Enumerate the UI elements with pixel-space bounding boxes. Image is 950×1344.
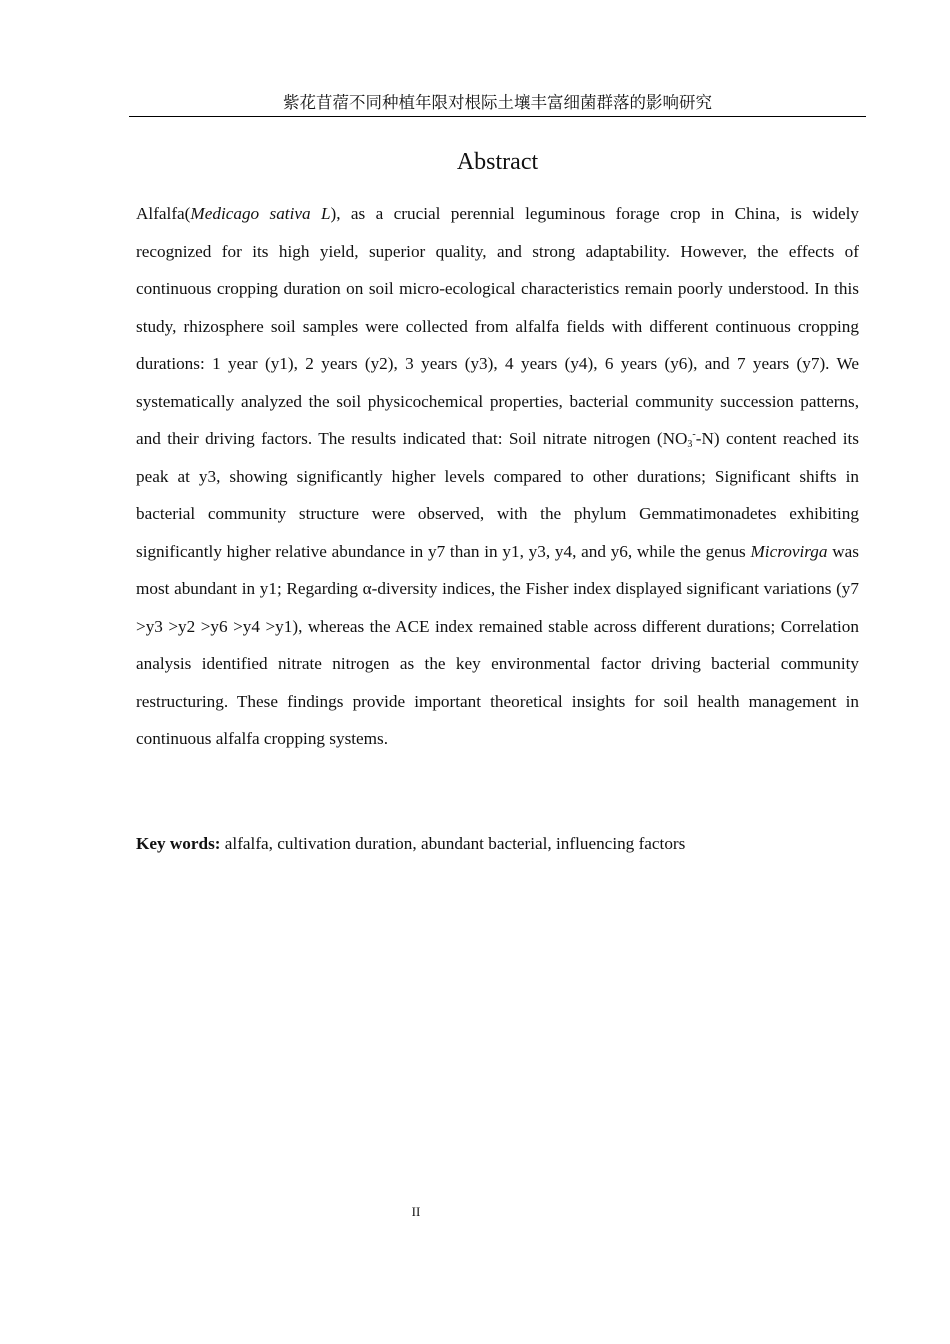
abstract-paragraph <box>136 195 859 758</box>
abstract-text-2: ), as a crucial perennial leguminous forage crop in China, is widely recognized for its high yield, superior quality, and strong adaptability. However, the effects of continuous cropping duration on soil micro-ecological characteristics remain poorly understood. In this study, rhizosphere soil samples were collected from alfalfa fields with different continuous cropping durations: 1 year (y1), 2 years (y2), 3 years (y3), 4 years (y4), 6 years (y6), and 7 years (y7). We systematically analyzed the soil physicochemical properties, bacterial community succession patterns, and their driving factors. The results indicated that: Soil nitrate nitrogen (NO <box>136 204 859 448</box>
nitrate-superscript: - <box>692 429 696 440</box>
keywords <box>136 828 859 860</box>
abstract-title: Abstract <box>456 149 539 175</box>
abstract-text-1: Alfalfa( <box>136 204 191 223</box>
abstract-text-3: -N) content reached its peak at y3, showing significantly higher levels compared to other durations; Significant shifts in bacterial community structure were observed, with the phylum Gemmatimonadetes exhibiting significantly higher relative abundance in y7 than in y1, y3, y4, and y6, while the genus <box>136 429 859 561</box>
keywords-text: alfalfa, cultivation duration, abundant bacterial, influencing factors <box>220 834 686 853</box>
genus-name: Microvirga <box>750 541 828 561</box>
nitrate-subscript: 3 <box>687 439 693 450</box>
page-number: II <box>411 1204 421 1219</box>
keywords-label: Key words: <box>136 834 221 853</box>
abstract-text-4: was most abundant in y1; Regarding α-diversity indices, the Fisher index displayed significant variations (y7 >y3 >y2 >y6 >y4 >y1), whereas the ACE index remained stable across different durations; Correlation analysis identified nitrate nitrogen as the key environmental factor driving bacterial community restructuring. These findings provide important theoretical insights for soil health management in continuous alfalfa cropping systems. <box>136 541 859 748</box>
running-header: 紫花苜蓿不同种植年限对根际土壤丰富细菌群落的影响研究 <box>129 92 866 117</box>
species-name: Medicago sativa L <box>190 204 331 223</box>
